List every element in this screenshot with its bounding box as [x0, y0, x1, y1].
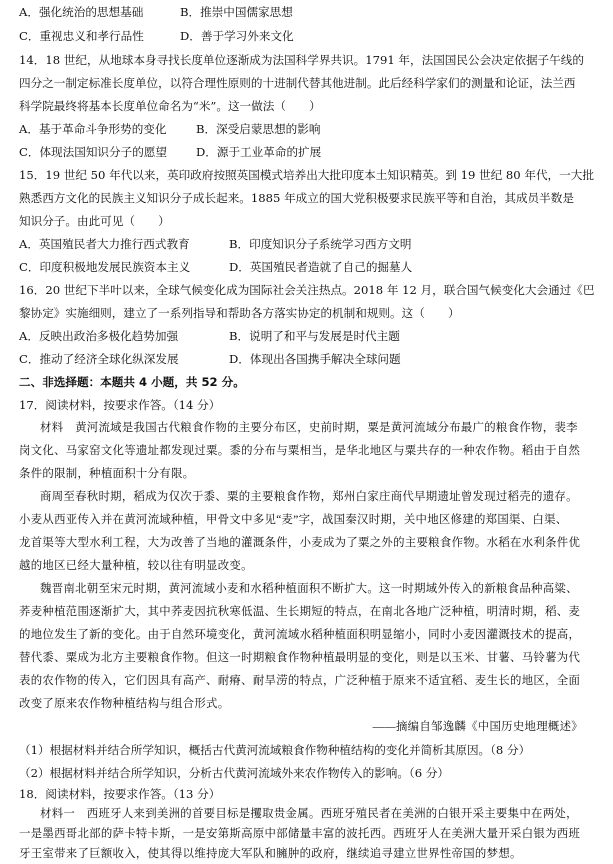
q17-material-line: 的地位发生了新的变化。由于自然环境变化，黄河流域水稻种植面积明显缩小，同时小麦因灌溉技术的提高，: [19, 629, 581, 641]
q17-source: ——摘编自邹逸麟《中国历史地理概述》: [372, 721, 583, 733]
q17-material-line: 材料 黄河流域是我国古代粮食作物的主要分布区，史前时期，粟是黄河流域分布最广的粮食作物，裴李: [40, 422, 578, 434]
q13-option-c: C．重视忠义和孝行品性: [19, 29, 144, 43]
q17-material-line: 表的农作物的传入，它们因具有高产、耐瘠、耐旱涝的特点，广泛种植于原来不适宜稻、麦生长的地区，全面: [19, 675, 581, 687]
q17-subquestion-1: （1）根据材料并结合所学知识，概括古代黄河流域粮食作物种植结构的变化并简析其原因。（8 分）: [19, 743, 531, 757]
q14-option-a: A．基于革命斗争形势的变化: [19, 122, 167, 136]
q14-stem-line: 四分之一制定标准长度单位，以符合理性原则的十进制代替其他进制。此后经科学家们的测量和论证，法兰西: [19, 76, 576, 90]
q16-option-d: D．体现出各国携手解决全球问题: [229, 352, 401, 366]
q15-option-b: B．印度知识分子系统学习西方文明: [229, 237, 412, 251]
q14-stem-line: 科学院最终将基本长度单位命名为“米”。这一做法（ ）: [19, 99, 321, 113]
q17-material-line: 岗文化、马家窑文化等遗址都发现过粟。黍的分布与粟相当，是华北地区与粟共存的一种农作物。稻由于自然: [19, 445, 581, 457]
q15-stem-line: 15．19 世纪 50 年代以来，英印政府按照英国模式培养出大批印度本土知识精英。到 19 世纪 80 年代，一大批: [19, 168, 594, 182]
q17-material-line: 越的地区已经大量种植，较以往有明显改变。: [19, 560, 253, 572]
q16-option-c: C．推动了经济全球化纵深发展: [19, 352, 179, 366]
q17-material-line: 替代黍、粟成为北方主要粮食作物。但这一时期粮食作物种植最明显的变化，则是以玉米、甘薯、马铃薯为代: [19, 652, 581, 664]
q15-option-d: D．英国殖民者造就了自己的掘墓人: [229, 260, 413, 274]
q14-option-c: C．体现法国知识分子的愿望: [19, 145, 167, 159]
q17-material-line: 荞麦种植范围逐渐扩大，其中荞麦因抗秋寒低温、生长期短的特点，在南北各地广泛种植，明清时期，稻、麦: [19, 606, 581, 618]
q15-option-a: A．英国殖民者大力推行西式教育: [19, 237, 190, 251]
q16-stem-line: 黎协定》实施细则，建立了一系列指导和帮助各方落实协定的机制和规则。这（ ）: [19, 306, 460, 320]
q15-option-c: C．印度积极地发展民族资本主义: [19, 260, 191, 274]
q18-intro: 18．阅读材料，按要求作答。（13 分）: [19, 787, 221, 801]
q18-material-line: 一是墨西哥北部的萨卡特卡斯，一是安第斯高原中部储量丰富的波托西。西班牙人在美洲大量开采白银为西班: [19, 828, 581, 840]
q18-material-line: 牙王室带来了巨额收入，使其得以维持庞大军队和臃肿的政府，继续追寻建立世界性帝国的梦想。: [19, 848, 522, 860]
q17-intro: 17．阅读材料，按要求作答。（14 分）: [19, 398, 221, 412]
q16-option-b: B．说明了和平与发展是时代主题: [229, 329, 400, 343]
q17-material-line: 魏晋南北朝至宋元时期，黄河流域小麦和水稻种植面积不断扩大。这一时期域外传入的新粮食品种高粱、: [40, 583, 578, 595]
q14-stem-line: 14．18 世纪，从地球本身寻找长度单位逐渐成为法国科学界共识。1791 年，法国国民公会决定依据子午线的: [19, 53, 584, 67]
q13-option-d: D．善于学习外来文化: [180, 29, 294, 43]
q14-option-d: D．源于工业革命的扩展: [196, 145, 322, 159]
q17-material-line: 商周至春秋时期，稻成为仅次于黍、粟的主要粮食作物，郑州白家庄商代早期遗址曾发现过稻壳的遗存。: [40, 491, 578, 503]
q17-material-line: 小麦从西亚传入并在黄河流域种植，甲骨文中多见“麦”字，战国秦汉时期，关中地区修建的郑国渠、白渠、: [19, 514, 568, 526]
q15-stem-line: 知识分子。由此可见（ ）: [19, 214, 170, 228]
q16-option-a: A．反映出政治多极化趋势加强: [19, 329, 179, 343]
q17-subquestion-2: （2）根据材料并结合所学知识，分析古代黄河流域外来农作物传入的影响。（6 分）: [19, 766, 450, 780]
q18-material-line: 材料一 西班牙人来到美洲的首要目标是攫取贵金属。西班牙殖民者在美洲的白银开采主要集中在两处，: [40, 808, 578, 820]
q13-option-a: A．强化统治的思想基础: [19, 5, 144, 19]
q17-material-line: 改变了原来农作物种植结构与组合形式。: [19, 698, 230, 710]
q15-stem-line: 熟悉西方文化的民族主义知识分子成长起来。1885 年成立的国大党积极要求民族平等和自治，其成员半数是: [19, 191, 574, 205]
section-title: 二、非选择题：本题共 4 小题，共 52 分。: [19, 375, 245, 389]
q14-option-b: B．深受启蒙思想的影响: [196, 122, 321, 136]
q16-stem-line: 16．20 世纪下半叶以来，全球气候变化成为国际社会关注热点。2018 年 12 月，联合国气候变化大会通过《巴: [19, 283, 595, 297]
q17-material-line: 条件的限制，种植面积十分有限。: [19, 468, 195, 480]
q17-material-line: 龙首渠等大型水利工程，大为改善了当地的灌溉条件，小麦成为了粟之外的主要粮食作物。水稻在水利条件优: [19, 537, 581, 549]
q13-option-b: B．推崇中国儒家思想: [180, 5, 293, 19]
